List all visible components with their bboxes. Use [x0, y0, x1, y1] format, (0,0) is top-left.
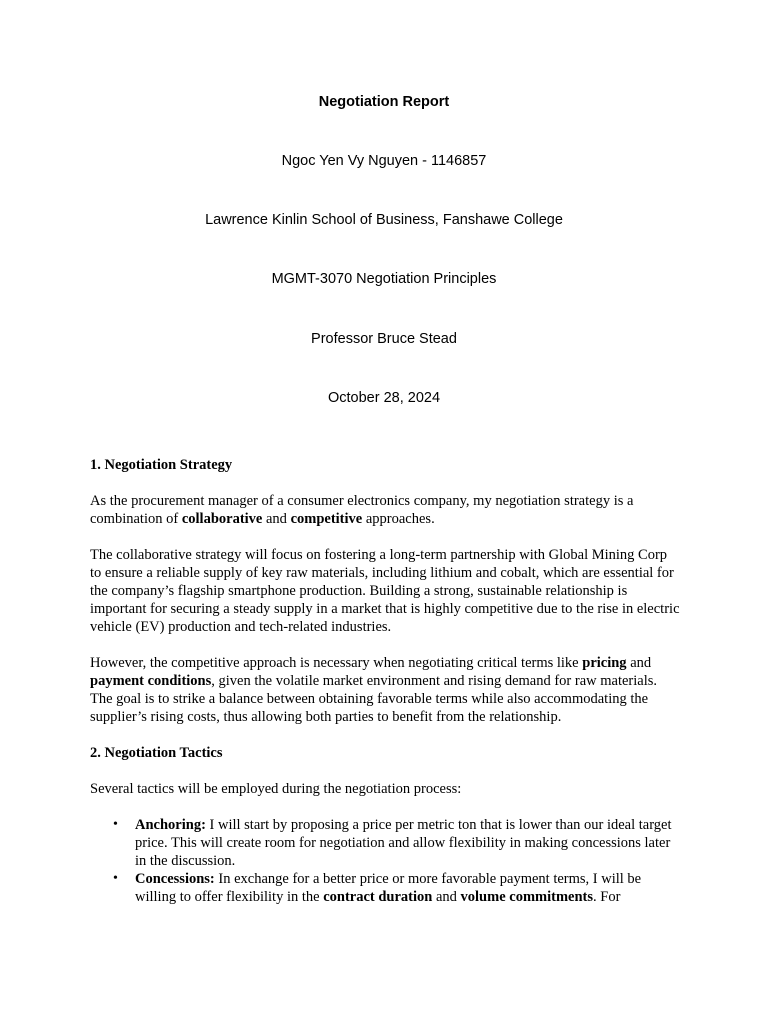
text-run: However, the competitive approach is necessary when negotiating critical terms like	[90, 655, 583, 671]
item-label: Anchoring:	[135, 817, 206, 833]
school-line: Lawrence Kinlin School of Business, Fanshawe College	[205, 212, 563, 228]
date-line: October 28, 2024	[327, 390, 441, 406]
bullet-icon: •	[113, 817, 118, 832]
section-1-paragraph-3	[90, 654, 680, 726]
bold-term: payment conditions	[90, 673, 212, 689]
item-label: Concessions:	[135, 871, 215, 887]
tactics-list	[90, 816, 680, 906]
item-text: . For	[593, 889, 621, 905]
text-run: and	[626, 655, 652, 671]
text-run: and	[262, 511, 291, 527]
author-line: Ngoc Yen Vy Nguyen - 1146857	[281, 153, 487, 169]
bold-term: collaborative	[181, 511, 263, 527]
list-item	[113, 870, 680, 906]
item-text: In exchange for a better price or more favorable payment terms, I will be willing to offer flexibility in the	[135, 871, 642, 905]
text-run: As the procurement manager of a consumer electronics company, my negotiation strategy is a combination of	[90, 493, 634, 527]
section-2-intro: Several tactics will be employed during the negotiation process:	[90, 781, 462, 797]
section-1-heading: 1. Negotiation Strategy	[90, 457, 233, 473]
report-body	[90, 456, 680, 906]
report-title: Negotiation Report	[318, 94, 450, 110]
bold-term: contract duration	[323, 889, 433, 905]
text-run: approaches.	[362, 511, 435, 527]
bold-term: volume commitments	[460, 889, 594, 905]
bullet-icon: •	[113, 871, 118, 886]
professor-line: Professor Bruce Stead	[311, 331, 457, 347]
course-line: MGMT-3070 Negotiation Principles	[271, 271, 497, 287]
list-item	[113, 816, 680, 870]
section-1-paragraph-1	[90, 492, 680, 528]
text-run: , given the volatile market environment and rising demand for raw materials. The goal is to strike a balance between obtaining favorable terms while also accommodating the supplier’s rising costs, thus allowing both parties to benefit from the relationship.	[90, 673, 657, 725]
bold-term: pricing	[582, 655, 627, 671]
item-text: and	[432, 889, 461, 905]
section-2-heading: 2. Negotiation Tactics	[90, 745, 223, 761]
section-1-paragraph-2: The collaborative strategy will focus on fostering a long-term partnership with Global Mining Corp to ensure a reliable supply of key raw materials, including lithium and cobalt, which are essential for the company’s flagship smartphone production. Building a strong, sustainable relationship is important for securing a steady supply in a market that is highly competitive due to the rise in electric vehicle (EV) production and tech-related industries.	[90, 547, 680, 635]
bold-term: competitive	[290, 511, 363, 527]
item-text: I will start by proposing a price per metric ton that is lower than our ideal target price. This will create room for negotiation and allow flexibility in making concessions later in the discussion.	[135, 817, 672, 869]
